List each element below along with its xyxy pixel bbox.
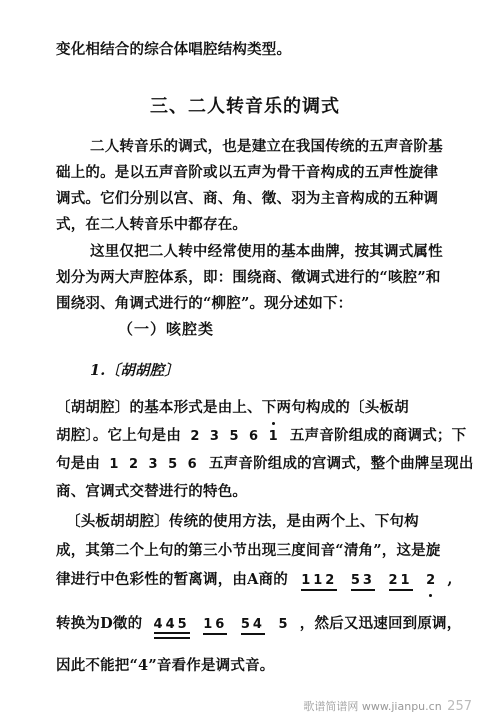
text-segment: 转换为D徵的 — [56, 615, 143, 632]
note: 2 — [190, 429, 203, 444]
text-line: 调式。它们分别以宫、商、角、徵、羽为主音构成的五种调 — [56, 190, 439, 207]
text-segment: 五声音阶组成的商调式；下 — [289, 427, 467, 444]
note: 1 — [109, 457, 122, 472]
text-line — [56, 614, 461, 635]
text-line: 〔胡胡腔〕的基本形式是由上、下两句构成的〔头板胡 — [56, 399, 409, 416]
note: 6 — [249, 429, 262, 444]
text-segment: 律进行中色彩性的暂离调，由A商的 — [56, 571, 288, 588]
text-line — [56, 570, 453, 591]
text-line: 〔头板胡胡腔〕传统的使用方法，是由两个上、下句构 — [66, 513, 419, 530]
text-line: 划分为两大声腔体系，即：围绕商、徵调式进行的“咳腔”和 — [56, 269, 441, 286]
note-group: 445 — [153, 617, 190, 632]
notation-scale-1 — [190, 427, 280, 447]
notation-scale-2 — [109, 455, 199, 475]
notation-melody-1 — [301, 571, 438, 591]
text-line: 变化相结合的综合体唱腔结构类型。 — [56, 41, 292, 58]
note-group: 21 — [389, 573, 413, 591]
comma: , — [447, 571, 453, 588]
page-number: 257 — [447, 699, 472, 714]
note: 5 — [168, 457, 181, 472]
note: 3 — [209, 429, 222, 444]
text-line: 因此不能把“4”音看作是调式音。 — [56, 657, 275, 674]
note: 3 — [148, 457, 161, 472]
note-group: 16 — [203, 617, 227, 635]
text-line: 成，其第二个上句的第三小节出现三度间音“清角”，这是旋 — [56, 542, 441, 559]
text-line: 商、宫调式交替进行的特色。 — [56, 483, 248, 500]
text-line: 围绕羽、角调式进行的“柳腔”。现分述如下： — [56, 295, 353, 312]
text-line: 础上的。是以五声音阶或以五声为骨干音构成的五声性旋律 — [56, 164, 439, 181]
text-line: 式，在二人转音乐中都存在。 — [56, 216, 248, 233]
note-group: 112 — [301, 573, 337, 591]
text-segment: ，然后又迅速回到原调， — [299, 615, 462, 632]
note-group: 54 — [241, 617, 265, 635]
watermark: 歌谱简谱网 — [303, 700, 359, 713]
text-line: 这里仅把二人转中经常使用的基本曲牌，按其调式属性 — [90, 243, 443, 260]
subsection-heading: （一）咳腔类 — [118, 320, 215, 338]
item-heading: 1.〔胡胡腔〕 — [90, 362, 180, 379]
text-line: 二人转音乐的调式，也是建立在我国传统的五声音阶基 — [90, 138, 443, 155]
section-heading: 三、二人转音乐的调式 — [150, 96, 340, 117]
note: 2 — [128, 457, 141, 472]
note: 5 — [278, 617, 291, 632]
notation-melody-2 — [154, 615, 291, 635]
note: 6 — [187, 457, 200, 472]
text-segment: 五声音阶组成的宫调式，整个曲牌呈现出 — [208, 455, 474, 472]
text-segment: 句是由 — [56, 455, 101, 472]
page-footer — [303, 698, 472, 714]
watermark-url: www.jianpu.cn — [361, 700, 442, 713]
text-segment: 胡腔〕。它上句是由 — [56, 427, 182, 444]
text-line — [56, 426, 466, 447]
note: 5 — [229, 429, 242, 444]
note-group: 53 — [351, 573, 375, 591]
note: 2 — [426, 571, 438, 591]
note-high: 1 — [269, 427, 281, 447]
text-line — [56, 454, 474, 475]
